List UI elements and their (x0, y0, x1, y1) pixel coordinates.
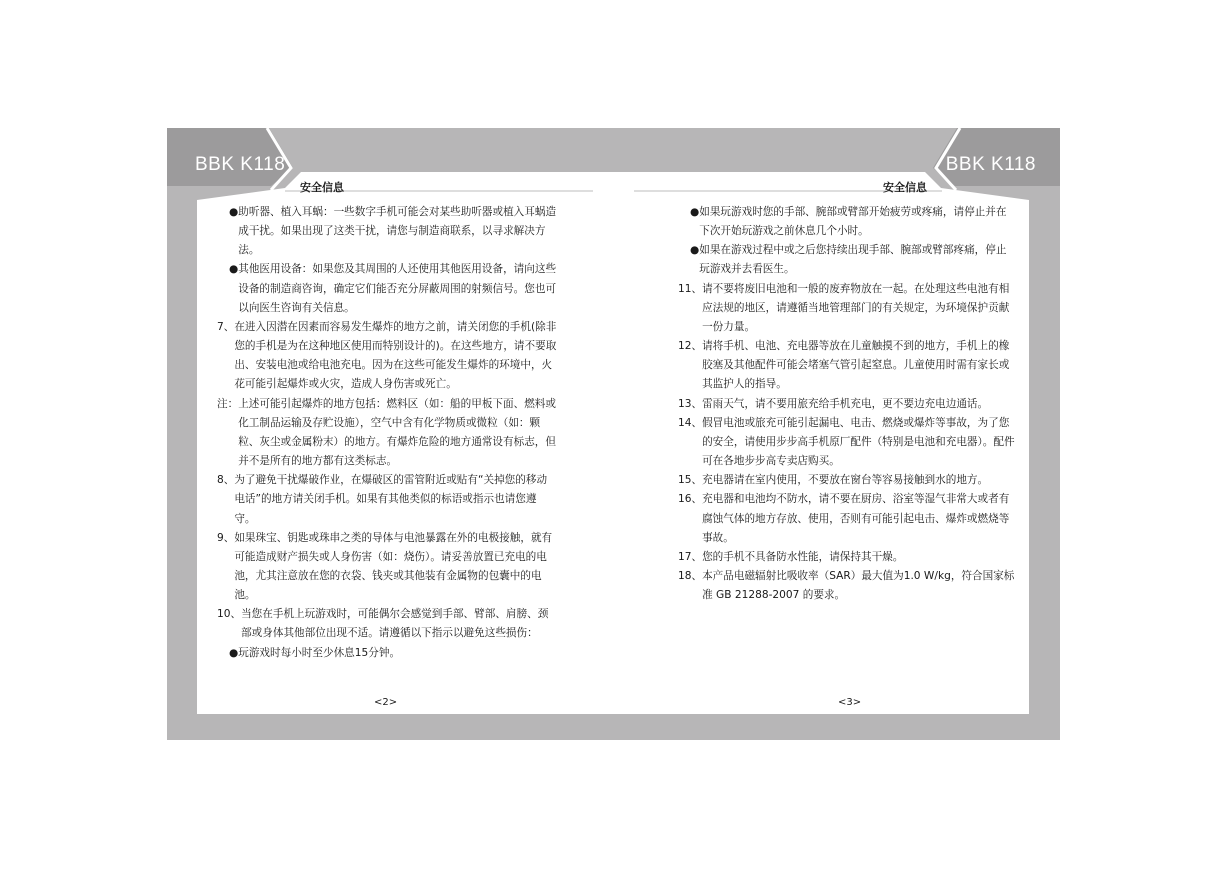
item-text: 当您在手机上玩游戏时，可能偶尔会感觉到手部、臂部、肩膀、颈部或身体其他部位出现不适。请遵循以下指示以避免这些损伤： (241, 608, 549, 640)
list-item (678, 567, 1016, 605)
item-number: 12、 (678, 340, 703, 353)
item-text: 充电器请在室内使用，不要放在窗台等容易接触到水的地方。 (702, 474, 989, 487)
item-number: 13、 (678, 397, 703, 410)
item-number: 9、 (217, 531, 235, 544)
page-number-right: <3> (838, 697, 862, 708)
item-text: 如果在游戏过程中或之后您持续出现手部、腕部或臂部疼痛，停止玩游戏并去看医生。 (699, 244, 1007, 276)
item-text: 请不要将废旧电池和一般的废弃物放在一起。在处理这些电池有相应法规的地区，请遵循当地管理部门的有关规定，为环境保护贡献一份力量。 (702, 282, 1010, 333)
list-item (678, 471, 1016, 490)
list-item (678, 395, 1016, 414)
list-item (217, 203, 557, 260)
list-item (217, 529, 557, 606)
item-text: 请将手机、电池、充电器等放在儿童触摸不到的地方，手机上的橡胶塞及其他配件可能会堵塞气管引起窒息。儿童使用时需有家长或其监护人的指导。 (702, 340, 1010, 391)
item-text: 充电器和电池均不防水，请不要在厨房、浴室等湿气非常大或者有腐蚀气体的地方存放、使用，否则有可能引起电击、爆炸或燃烧等事故。 (702, 493, 1010, 544)
item-number: 10、 (217, 608, 242, 621)
item-text: 如果玩游戏时您的手部、腕部或臂部开始疲劳或疼痛，请停止并在下次开始玩游戏之前休息几个小时。 (699, 206, 1007, 238)
item-text: 助听器、植入耳蜗：一些数字手机可能会对某些助听器或植入耳蜗造成干扰。如果出现了这类干扰，请您与制造商联系，以寻求解决方法。 (238, 206, 557, 257)
book-spread (167, 128, 1060, 740)
brand-logo-left: BBK K118 (195, 154, 286, 175)
left-page-body (217, 203, 557, 663)
item-text: 在进入因潜在因素而容易发生爆炸的地方之前，请关闭您的手机(除非您的手机是为在这种地区使用而特别设计的)。在这些地方，请不要取出、安装电池或给电池充电。因为在这些可能发生爆炸的环境中，火花可能引起爆炸或火灾，造成人身伤害或死亡。 (234, 320, 557, 391)
item-text: 其他医用设备：如果您及其周围的人还使用其他医用设备，请向这些设备的制造商咨询，确定它们能否充分屏蔽周围的射频信号。您也可以向医生咨询有关信息。 (238, 263, 557, 314)
list-item (678, 203, 1016, 241)
list-item (678, 280, 1016, 337)
item-number: 17、 (678, 550, 703, 563)
note-label: 注： (217, 397, 239, 410)
list-item (678, 241, 1016, 279)
bullet-label: ● (690, 206, 700, 218)
item-number: 16、 (678, 493, 703, 506)
bullet-label: ● (229, 206, 239, 218)
right-page-body (678, 203, 1016, 605)
bullet-label: ● (229, 263, 239, 276)
item-text: 上述可能引起爆炸的地方包括：燃料区（如：船的甲板下面、燃料或化工制品运输及存贮设施），空气中含有化学物质或微粒（如：颗粒、灰尘或金属粉末）的地方。有爆炸危险的地方通常设有标志，但并不是所有的地方都有这类标志。 (238, 397, 556, 468)
bullet-label: ● (229, 646, 239, 659)
item-number: 11、 (678, 282, 703, 295)
item-number: 8、 (217, 474, 235, 487)
list-item (217, 318, 557, 395)
section-title-left: 安全信息 (300, 181, 344, 194)
item-text: 为了避免干扰爆破作业，在爆破区的雷管附近或贴有“关掉您的移动电话”的地方请关闭手机。如果有其他类似的标语或指示也请您遵守。 (234, 474, 548, 525)
list-item (217, 644, 557, 663)
list-item (217, 260, 557, 317)
item-text: 本产品电磁辐射比吸收率（SAR）最大值为1.0 W/kg，符合国家标准 GB 21288-2007 的要求。 (702, 569, 1015, 602)
section-title-right: 安全信息 (883, 181, 927, 194)
list-item (217, 605, 557, 643)
list-item (217, 471, 557, 528)
item-number: 7、 (217, 320, 235, 333)
note-item (217, 395, 557, 472)
item-text: 如果珠宝、钥匙或珠串之类的导体与电池暴露在外的电极接触，就有可能造成财产损失或人身伤害（如：烧伤）。请妥善放置已充电的电池，尤其注意放在您的衣袋、钱夹或其他装有金属物的包囊中的电池。 (234, 531, 553, 602)
item-text: 您的手机不具备防水性能，请保持其干燥。 (702, 550, 904, 563)
brand-logo-right: BBK K118 (945, 154, 1036, 175)
item-text: 玩游戏时每小时至少休息15分钟。 (238, 646, 401, 659)
item-number: 14、 (678, 416, 703, 429)
item-text: 雷雨天气，请不要用旅充给手机充电，更不要边充电边通话。 (702, 397, 989, 410)
list-item (678, 414, 1016, 471)
item-number: 15、 (678, 474, 703, 487)
item-number: 18、 (678, 569, 703, 582)
item-text: 假冒电池或旅充可能引起漏电、电击、燃烧或爆炸等事故，为了您的安全，请使用步步高手机原厂配件（特别是电池和充电器）。配件可在各地步步高专卖店购买。 (702, 416, 1015, 468)
page-number-left: <2> (374, 697, 398, 708)
list-item (678, 337, 1016, 394)
list-item (678, 548, 1016, 567)
bullet-label: ● (690, 244, 700, 257)
list-item (678, 490, 1016, 547)
